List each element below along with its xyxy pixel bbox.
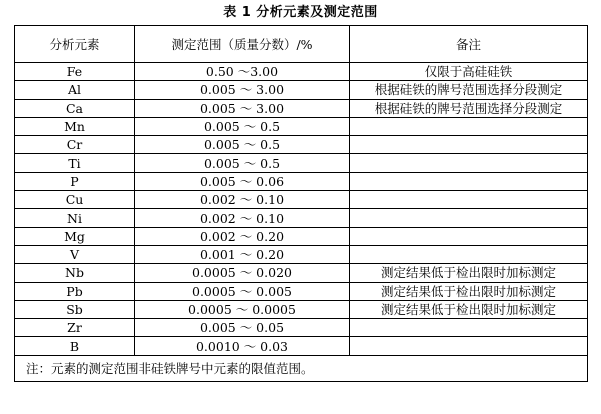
table-row: [15, 81, 588, 99]
cell-remarks: [350, 117, 588, 135]
cell-remarks: 测定结果低于检出限时加标测定: [350, 282, 588, 300]
header-element: 分析元素: [15, 26, 135, 63]
table-header-row: [15, 26, 588, 63]
cell-remarks: [350, 245, 588, 263]
cell-remarks: 测定结果低于检出限时加标测定: [350, 264, 588, 282]
cell-element: Zr: [15, 319, 135, 337]
cell-remarks: [350, 154, 588, 172]
cell-remarks: [350, 227, 588, 245]
table-title: 表 1 分析元素及测定范围: [223, 5, 378, 20]
cell-element: Ca: [15, 99, 135, 117]
table-row: [15, 191, 588, 209]
cell-element: V: [15, 245, 135, 263]
cell-range: 0.0005 ～ 0.005: [135, 282, 350, 300]
header-range: 测定范围（质量分数）/%: [135, 26, 350, 63]
cell-element: Al: [15, 81, 135, 99]
element-range-table: [14, 25, 588, 382]
cell-element: Cu: [15, 191, 135, 209]
cell-range: 0.005 ～ 3.00: [135, 81, 350, 99]
table-row: [15, 282, 588, 300]
cell-range: 0.001 ～ 0.20: [135, 245, 350, 263]
cell-element: Sb: [15, 300, 135, 318]
cell-element: Nb: [15, 264, 135, 282]
cell-range: 0.005 ～ 0.06: [135, 172, 350, 190]
table-row: [15, 117, 588, 135]
cell-range: 0.005 ～ 0.5: [135, 136, 350, 154]
cell-element: B: [15, 337, 135, 355]
cell-remarks: [350, 172, 588, 190]
cell-range: 0.50 ～3.00: [135, 63, 350, 81]
cell-element: Cr: [15, 136, 135, 154]
cell-range: 0.0005 ～ 0.020: [135, 264, 350, 282]
cell-remarks: 根据硅铁的牌号范围选择分段测定: [350, 81, 588, 99]
cell-element: Mg: [15, 227, 135, 245]
table-row: [15, 319, 588, 337]
cell-remarks: [350, 319, 588, 337]
cell-remarks: 仅限于高硅硅铁: [350, 63, 588, 81]
cell-remarks: [350, 191, 588, 209]
cell-element: Ti: [15, 154, 135, 172]
table-row: [15, 245, 588, 263]
cell-range: 0.002 ～ 0.10: [135, 209, 350, 227]
table-row: [15, 154, 588, 172]
cell-remarks: 根据硅铁的牌号范围选择分段测定: [350, 99, 588, 117]
cell-element: P: [15, 172, 135, 190]
cell-element: Fe: [15, 63, 135, 81]
note-row: [15, 355, 588, 381]
table-note: 注：元素的测定范围非硅铁牌号中元素的限值范围。: [15, 355, 588, 381]
table-row: [15, 209, 588, 227]
table-row: [15, 264, 588, 282]
cell-element: Ni: [15, 209, 135, 227]
cell-element: Pb: [15, 282, 135, 300]
cell-element: Mn: [15, 117, 135, 135]
cell-range: 0.0005 ～ 0.0005: [135, 300, 350, 318]
table-row: [15, 300, 588, 318]
cell-range: 0.002 ～ 0.10: [135, 191, 350, 209]
cell-remarks: 测定结果低于检出限时加标测定: [350, 300, 588, 318]
header-remarks: 备注: [350, 26, 588, 63]
table-row: [15, 227, 588, 245]
table-body: [15, 63, 588, 356]
cell-range: 0.005 ～ 3.00: [135, 99, 350, 117]
cell-remarks: [350, 136, 588, 154]
cell-range: 0.0010 ～ 0.03: [135, 337, 350, 355]
cell-range: 0.002 ～ 0.20: [135, 227, 350, 245]
table-row: [15, 172, 588, 190]
table-row: [15, 99, 588, 117]
table-row: [15, 136, 588, 154]
cell-remarks: [350, 209, 588, 227]
cell-range: 0.005 ～ 0.05: [135, 319, 350, 337]
cell-remarks: [350, 337, 588, 355]
cell-range: 0.005 ～ 0.5: [135, 117, 350, 135]
table-row: [15, 337, 588, 355]
table-row: [15, 63, 588, 81]
cell-range: 0.005 ～ 0.5: [135, 154, 350, 172]
